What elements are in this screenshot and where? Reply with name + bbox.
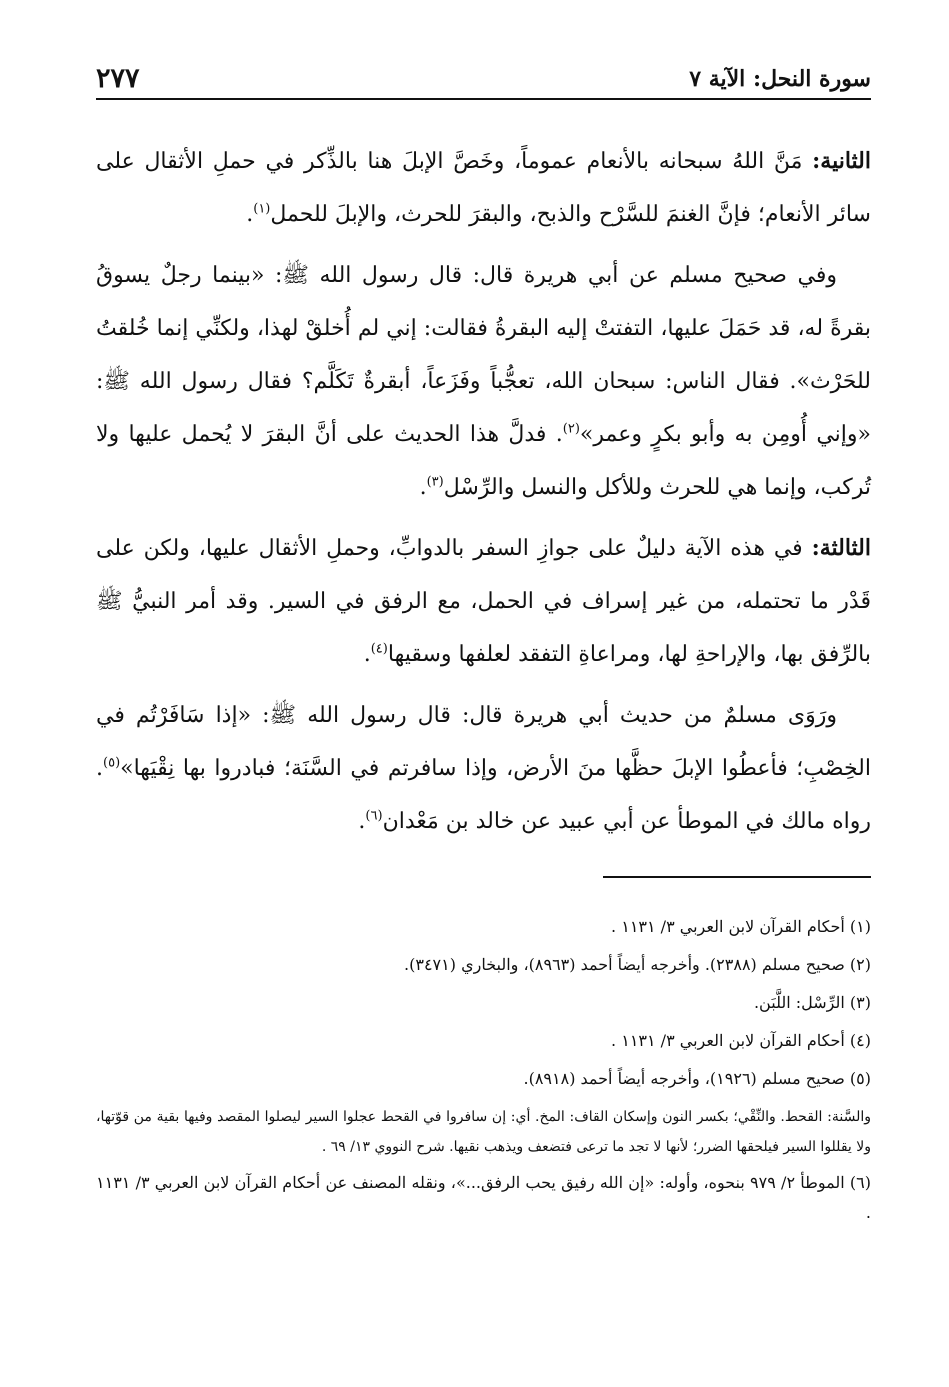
footnote-marker: (٤) xyxy=(370,641,388,657)
footnotes xyxy=(96,912,871,1236)
footnote-1: (١) أحكام القرآن لابن العربي ٣/ ١١٣١ . xyxy=(611,917,871,936)
paragraph-tail: . xyxy=(363,642,371,667)
page-number: ٢٧٧ xyxy=(96,63,140,94)
paragraph-text: وفي صحيح مسلم عن أبي هريرة قال: قال رسول الله ﷺ: «بينما رجلٌ يسوقُ بقرةً له، قد حَمَلَ عليها، التفتتْ إليه البقرةُ فقالت: إني لم أُخلقْ لهذا، ولكنِّي إنما خُلقتُ للحَرْث». فقال الناس: سبحان الله، تعجُّباً وفَزَعاً، أبقرةٌ تَكَلَّم؟ فقال رسول الله ﷺ: «وإني أُومِن به وأبو بكرٍ وعمر» xyxy=(96,263,872,447)
paragraph-text: ورَوَى مسلمٌ من حديث أبي هريرة قال: قال رسول الله ﷺ: «إذا سَافَرْتُم في الخِصْبِ؛ فأعطُوا الإبلَ حظَّها منَ الأرض، وإذا سافرتم في السَّنَة؛ فبادروا بها نِقْيَها» xyxy=(96,703,871,781)
footnote-6: (٦) الموطأ ٢/ ٩٧٩ بنحوه، وأوله: «إن الله رفيق يحب الرفق...»، ونقله المصنف عن أحكام القرآن لابن العربي ٣/ ١١٣١ . xyxy=(96,1173,871,1222)
paragraph-lead: الثانية: xyxy=(812,148,871,174)
footnote-marker: (٢) xyxy=(562,421,580,437)
paragraph-tail: . رواه مالك في الموطأ عن أبي عبيد عن خالد بن مَعْدان xyxy=(96,756,871,834)
paragraph-tail: . xyxy=(358,809,366,834)
footnote-5: (٥) صحيح مسلم (١٩٢٦)، وأخرجه أيضاً أحمد (٨٩١٨). xyxy=(523,1069,871,1088)
paragraph-tail: . xyxy=(246,202,254,227)
footnote-5-explanation: والسَّنة: القحط. والنِّقْي؛ بكسر النون وإسكان القاف: المخ. أي: إن سافروا في القحط عجلوا السير ليصلوا المقصد وفيها بقية من قوّتها، ولا يقللوا السير فيلحقها الضرر؛ لأنها لا تجد ما ترعى فتضعف ويذهب نقيها. شرح النووي ١٣/ ٦٩ . xyxy=(96,1109,871,1155)
running-title: سورة النحل: الآية ٧ xyxy=(689,66,871,92)
footnote-4: (٤) أحكام القرآن لابن العربي ٣/ ١١٣١ . xyxy=(611,1031,871,1050)
paragraph-third-point xyxy=(96,522,871,681)
footnote-marker: (٦) xyxy=(365,808,383,824)
paragraph-second-point xyxy=(96,135,871,241)
paragraph-lead: الثالثة: xyxy=(811,535,871,561)
paragraph-hadith-cow xyxy=(96,249,871,514)
footnote-marker: (٥) xyxy=(103,755,121,771)
paragraph-tail: . فدلَّ هذا الحديث على أنَّ البقرَ لا يُحمل عليها ولا تُركب، وإنما هي للحرث وللأكل والنسل والرِّسْل xyxy=(96,422,871,500)
footnote-divider xyxy=(603,876,871,878)
footnote-marker: (١) xyxy=(253,201,271,217)
main-text xyxy=(96,135,871,856)
footnote-3: (٣) الرِّسْل: اللَّبَن. xyxy=(753,993,871,1012)
paragraph-hadith-travel xyxy=(96,689,871,848)
footnote-2: (٢) صحيح مسلم (٢٣٨٨). وأخرجه أيضاً أحمد (٨٩٦٣)، والبخاري (٣٤٧١). xyxy=(404,955,871,974)
footnote-marker: (٣) xyxy=(426,474,444,490)
paragraph-text: في هذه الآية دليلٌ على جوازِ السفر بالدوابِّ، وحملِ الأثقال عليها، ولكن على قَدْر ما تحتمله، من غير إسراف في الحمل، مع الرفق في السير. وقد أمر النبيُّ ﷺ بالرِّفق بها، والإراحةِ لها، ومراعاةِ التفقد لعلفها وسقيها xyxy=(96,536,871,667)
page-header xyxy=(96,54,871,100)
paragraph-tail: . xyxy=(419,475,427,500)
paragraph-text: مَنَّ اللهُ سبحانه بالأنعام عموماً، وخَصَّ الإبلَ هنا بالذِّكر في حملِ الأثقال على سائر الأنعام؛ فإنَّ الغنمَ للسَّرْح والذبح، والبقرَ للحرث، والإبلَ للحمل xyxy=(96,149,871,227)
